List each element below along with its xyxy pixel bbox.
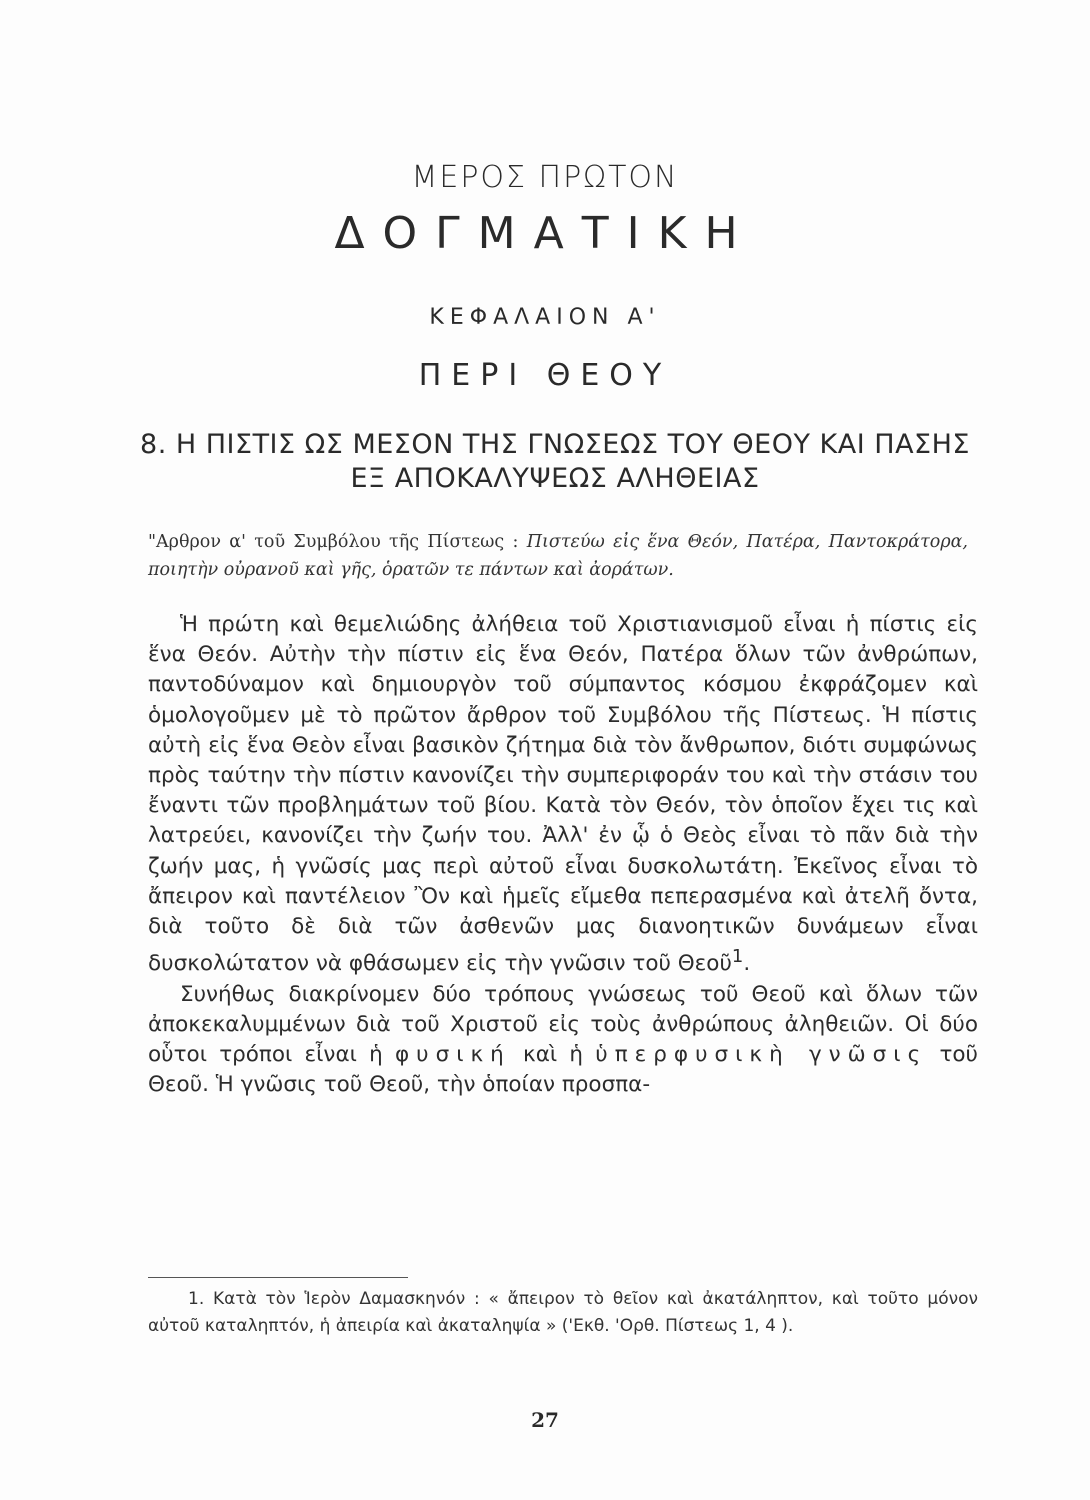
- page-number: 27: [531, 1408, 559, 1432]
- creed-quote: Πιστεύω εἰς ἕνα Θεόν, Πατέρα, Παντοκράτορα, ποιητὴν οὐρανοῦ καὶ γῆς, ὁρατῶν τε πάντων καὶ ἀοράτων.: [148, 532, 968, 580]
- footnote-divider: [148, 1277, 408, 1278]
- paragraph-2-part-c: τοῦ Θεοῦ. Ἡ γνῶσις τοῦ Θεοῦ, τὴν ὁποίαν προσπα-: [148, 1042, 978, 1098]
- section-heading-line1: 8. Η ΠΙΣΤΙΣ ΩΣ ΜΕΣΟΝ ΤΗΣ ΓΝΩΣΕΩΣ ΤΟΥ ΘΕΟΥ ΚΑΙ ΠΑΣΗΣ: [140, 429, 970, 460]
- paragraph-1-text: Ἡ πρώτη καὶ θεμελιώδης ἀλήθεια τοῦ Χριστιανισμοῦ εἶναι ἡ πίστις εἰς ἕνα Θεόν. Αὐτὴν τὴν πίστιν εἰς ἕνα Θεόν, Πατέρα ὅλων τῶν ἀνθρώπων, παντοδύναμον καὶ δημιουργὸν τοῦ σύμπαντος κόσμου ἐκφράζομεν καὶ ὁμολογοῦμεν μὲ τὸ πρῶτον ἄρθρον τοῦ Συμβόλου τῆς Πίστεως. Ἡ πίστις αὐτὴ εἰς ἕνα Θεὸν εἶναι βασικὸν ζήτημα διὰ τὸν ἄνθρωπον, διότι συμφώνως πρὸς ταύτην τὴν πίστιν κανονίζει τὴν συμπεριφοράν του καὶ τὴν στάσιν του ἔναντι τῶν προβλημάτων τοῦ βίου. Κατὰ τὸν Θεόν, τὸν ὁποῖον ἔχει τις καὶ λατρεύει, κανονίζει τὴν ζωήν του. Ἀλλ' ἐν ᾧ ὁ Θεὸς εἶναι τὸ πᾶν διὰ τὴν ζωήν μας, ἡ γνῶσίς μας περὶ αὐτοῦ εἶναι δυσκολωτάτη. Ἐκεῖνος εἶναι τὸ ἄπειρον καὶ παντέλειον Ὂν καὶ ἡμεῖς εἴμεθα πεπερασμένα καὶ ἀτελῆ ὄντα, διὰ τοῦτο δὲ διὰ τῶν ἀσθενῶν μας διανοητικῶν δυνάμεων εἶναι δυσκολώτατον νὰ φθάσωμεν εἰς τὴν γνῶσιν τοῦ Θεοῦ: [148, 612, 978, 977]
- chapter-label: ΚΕΦΑΛΑΙΟΝ Α': [429, 305, 661, 330]
- footnote-marker: 1: [731, 946, 744, 968]
- footnote: 1. Κατὰ τὸν Ἱερὸν Δαμασκηνόν : « ἄπειρον τὸ θεῖον καὶ ἀκατάληπτον, καὶ τοῦτο μόνον αὐτοῦ καταληπτόν, ἡ ἀπειρία καὶ ἀκαταληψία » ('Εκθ. 'Ορθ. Πίστεως 1, 4 ).: [148, 1289, 978, 1336]
- chapter-title: ΠΕΡΙ ΘΕΟΥ: [418, 358, 672, 393]
- creed-lead: "Αρθρον α' τοῦ Συμβόλου τῆς Πίστεως :: [148, 532, 519, 552]
- section-heading-line2: ΕΞ ΑΠΟΚΑΛΥΨΕΩΣ ΑΛΗΘΕΙΑΣ: [350, 463, 760, 494]
- paragraph-1-end: .: [743, 951, 751, 977]
- paragraph-2-part-b: καὶ ἡ: [523, 1042, 584, 1067]
- paragraph-1: [148, 610, 978, 980]
- paragraph-2: [148, 980, 978, 1101]
- section-heading: [130, 428, 980, 496]
- spaced-term-supernatural: ὑπερφυσικὴ γνῶσις: [595, 1042, 928, 1067]
- spaced-term-physical: φυσική: [394, 1042, 511, 1067]
- part-title: ΔΟΓΜΑΤΙΚΗ: [334, 208, 756, 259]
- creed-citation: [148, 528, 968, 584]
- body-text: [148, 610, 978, 1100]
- part-label: ΜΕΡΟΣ ΠΡΩΤΟΝ: [411, 160, 679, 195]
- paragraph-2-part-a: Συνήθως διακρίνομεν δύο τρόπους γνώσεως τοῦ Θεοῦ καὶ ὅλων τῶν ἀποκεκαλυμμένων διὰ τοῦ Χριστοῦ εἰς τοὺς ἀνθρώπους ἀληθειῶν. Οἱ δύο οὗτοι τρόποι εἶναι ἡ: [148, 981, 978, 1067]
